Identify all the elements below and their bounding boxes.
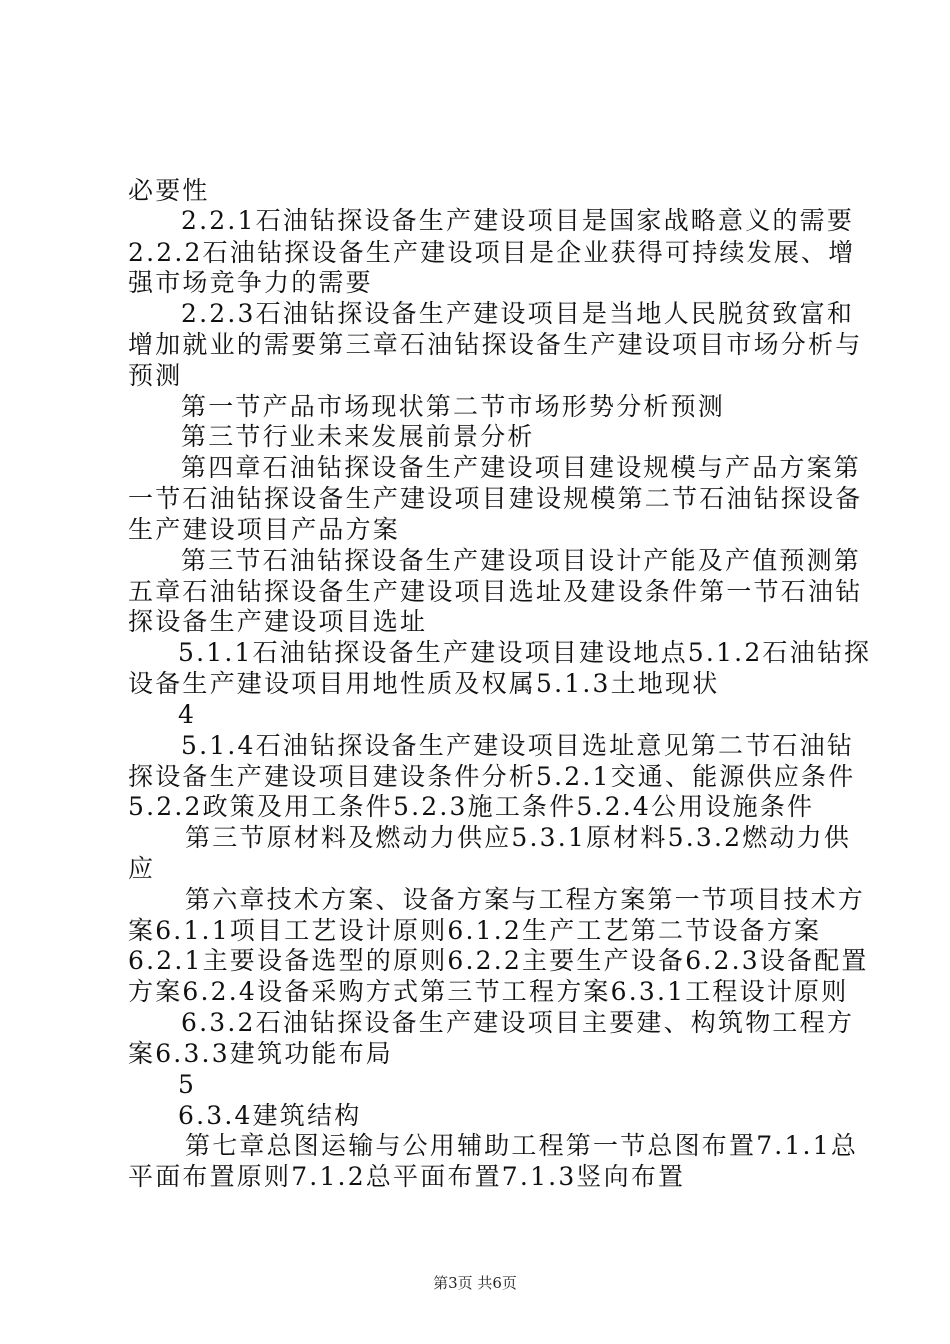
text-line: 必要性 — [128, 176, 210, 205]
text-line: 5.1.4石油钻探设备生产建设项目选址意见第二节石油钻 — [181, 731, 855, 760]
text-line: 6.2.1主要设备选型的原则6.2.2主要生产设备6.2.3设备配置 — [128, 946, 869, 975]
text-line: 预测 — [128, 361, 183, 390]
text-line: 6.3.4建筑结构 — [178, 1101, 362, 1130]
text-line: 5.2.2政策及用工条件5.2.3施工条件5.2.4公用设施条件 — [128, 792, 815, 821]
page-footer: 第3页 共6页 — [433, 1274, 517, 1292]
text-line: 设备生产建设项目用地性质及权属5.1.3土地现状 — [128, 669, 720, 698]
text-line: 第三节石油钻探设备生产建设项目设计产能及产值预测第 — [181, 546, 862, 575]
text-line: 第三节原材料及燃动力供应5.3.1原材料5.3.2燃动力供 — [185, 823, 852, 852]
text-line: 2.2.2石油钻探设备生产建设项目是企业获得可持续发展、增 — [128, 238, 856, 267]
text-line: 一节石油钻探设备生产建设项目建设规模第二节石油钻探设备 — [128, 484, 863, 513]
text-line: 第七章总图运输与公用辅助工程第一节总图布置7.1.1总 — [185, 1131, 859, 1160]
text-line: 探设备生产建设项目选址 — [128, 607, 428, 636]
text-line: 2.2.1石油钻探设备生产建设项目是国家战略意义的需要 — [181, 206, 855, 235]
text-line: 第三节行业未来发展前景分析 — [181, 422, 535, 451]
text-line: 生产建设项目产品方案 — [128, 515, 401, 544]
text-line: 第四章石油钻探设备生产建设项目建设规模与产品方案第 — [181, 453, 862, 482]
text-line: 增加就业的需要第三章石油钻探设备生产建设项目市场分析与 — [128, 330, 863, 359]
page-number-marker: 4 — [178, 700, 197, 729]
text-line: 平面布置原则7.1.2总平面布置7.1.3竖向布置 — [128, 1162, 686, 1191]
text-line: 5.1.1石油钻探设备生产建设项目建设地点5.1.2石油钻探 — [178, 638, 872, 667]
page-number-marker: 5 — [178, 1070, 197, 1099]
text-line: 第一节产品市场现状第二节市场形势分析预测 — [181, 392, 726, 421]
text-line: 五章石油钻探设备生产建设项目选址及建设条件第一节石油钻 — [128, 577, 863, 606]
text-line: 案6.1.1项目工艺设计原则6.1.2生产工艺第二节设备方案 — [128, 916, 822, 945]
text-line: 强市场竞争力的需要 — [128, 268, 373, 297]
text-line: 案6.3.3建筑功能布局 — [128, 1039, 394, 1068]
text-line: 探设备生产建设项目建设条件分析5.2.1交通、能源供应条件 — [128, 762, 856, 791]
text-line: 2.2.3石油钻探设备生产建设项目是当地人民脱贫致富和 — [181, 299, 855, 328]
text-line: 第六章技术方案、设备方案与工程方案第一节项目技术方 — [185, 885, 866, 914]
text-line: 6.3.2石油钻探设备生产建设项目主要建、构筑物工程方 — [181, 1008, 855, 1037]
text-line: 方案6.2.4设备采购方式第三节工程方案6.3.1工程设计原则 — [128, 977, 849, 1006]
text-line: 应 — [128, 854, 156, 883]
